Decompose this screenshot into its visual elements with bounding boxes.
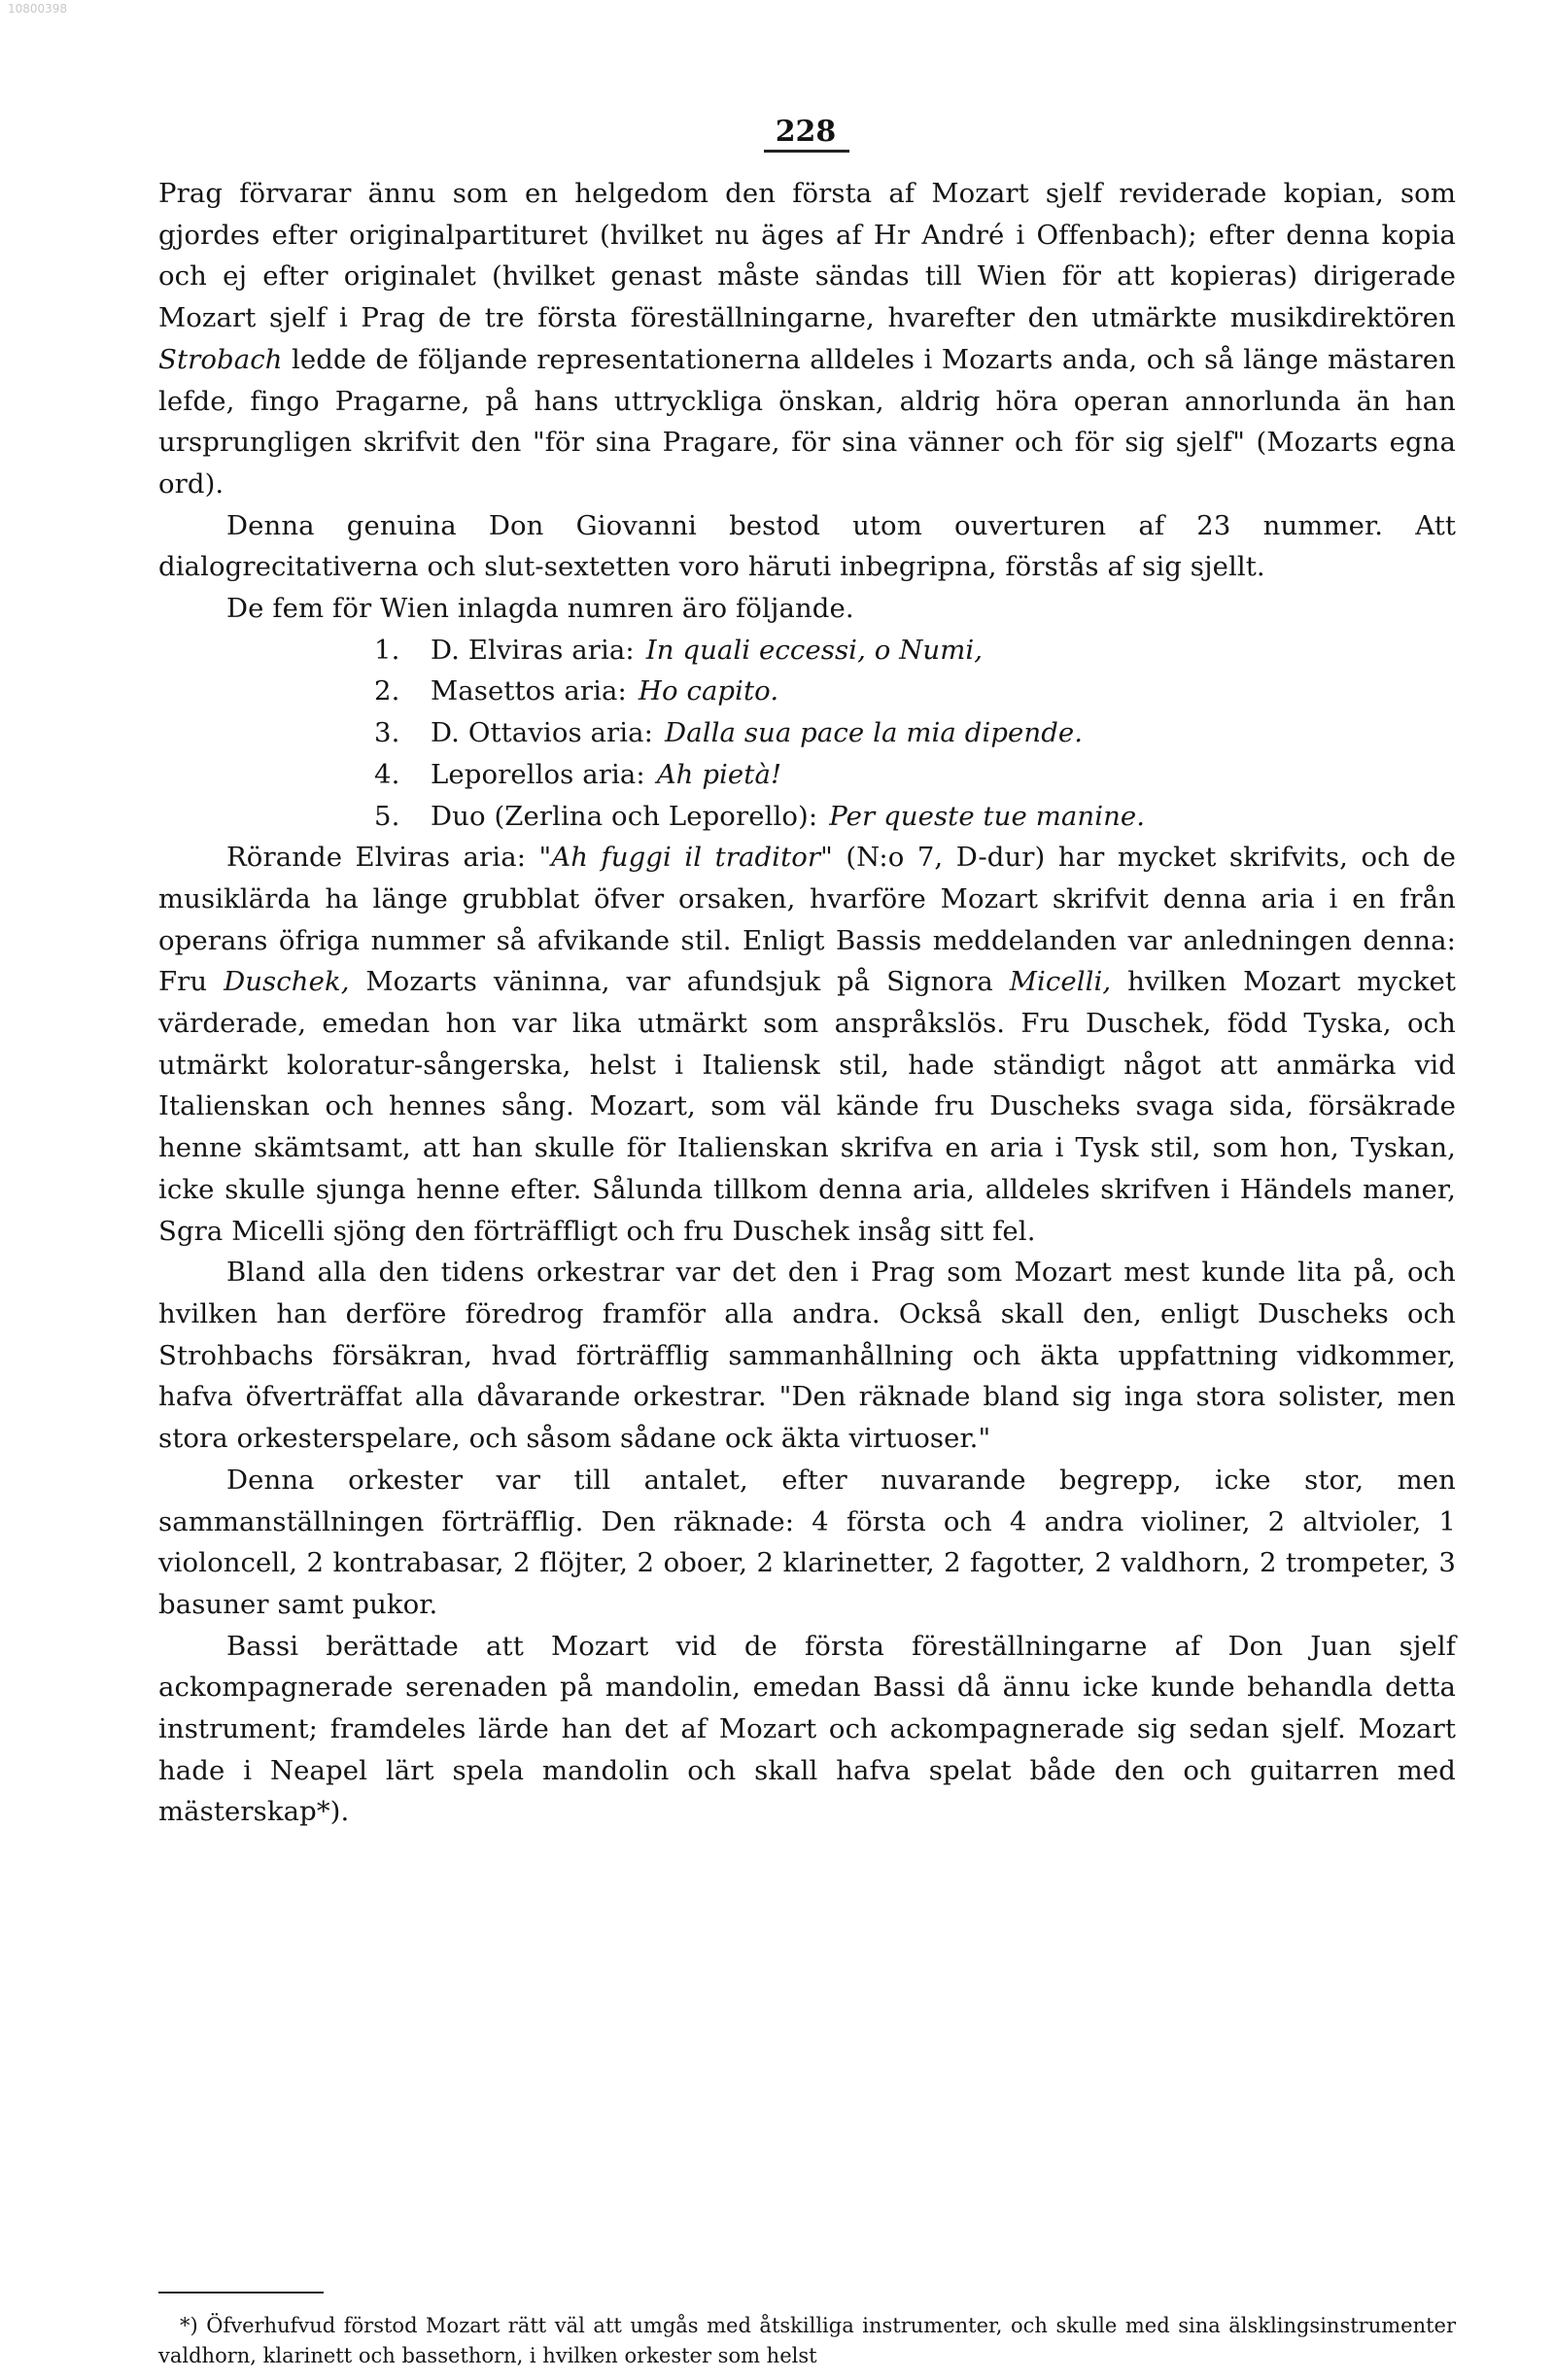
header-rule bbox=[764, 150, 849, 153]
paragraph-mandolin: Bassi berättade att Mozart vid de första föreställningarne af Don Juan sjelf ackompagnerade serenaden på mandolin, emedan Bassi då ännu icke kunde behandla detta instrument; framdeles lärde han det af Mozart och ackompagnerade sig sedan sjelf. Mozart hade i Neapel lärt spela mandolin och skall hafva spelat både den och guitarren med mästerskap*). bbox=[158, 1630, 1456, 1828]
aria-title: Ah pietà! bbox=[656, 758, 782, 790]
aria-number: 4. bbox=[374, 758, 400, 790]
aria-label: Duo (Zerlina och Leporello): bbox=[431, 800, 818, 832]
aria-number: 5. bbox=[374, 800, 400, 832]
aria-item bbox=[158, 796, 1456, 838]
aria-number: 1. bbox=[374, 634, 400, 666]
footnote bbox=[158, 2311, 1456, 2371]
aria-title: In quali eccessi, o Numi, bbox=[645, 634, 984, 666]
aria-title: Ho capito. bbox=[638, 675, 779, 707]
paragraph-vienna-numbers: De fem för Wien inlagda numren äro följande. bbox=[226, 593, 854, 625]
name-strobach: Strobach bbox=[158, 343, 283, 375]
aria-label: Masettos aria: bbox=[431, 675, 627, 707]
aria-label: D. Elviras aria: bbox=[431, 634, 635, 666]
aria-item bbox=[158, 671, 1456, 712]
aria-item bbox=[158, 754, 1456, 796]
aria-item bbox=[158, 630, 1456, 672]
paragraph-prague-orchestra: Bland alla den tidens orkestrar var det den i Prag som Mozart mest kunde lita på, och hvilken han derföre föredrog framför alla andra. Också skall den, enligt Duscheks och Strohbachs försäkran, hvad förträfflig sammanhållning och äkta uppfattning vidkommer, hafva öfverträffat alla dåvarande orkestrar. "Den räknade bland sig inga stora solister, men stora orkesterspelare, och såsom sådane ock äkta virtuoser." bbox=[158, 1257, 1456, 1455]
paragraph-orchestra-size: Denna orkester var till antalet, efter nuvarande begrepp, icke stor, men sammanställningen förträfflig. Den räknade: 4 första och 4 andra violiner, 2 altvioler, 1 violoncell, 2 kontrabasar, 2 flöjter, 2 oboer, 2 klarinetter, 2 fagotter, 2 valdhorn, 2 trompeter, 3 basuner samt pukor. bbox=[158, 1464, 1456, 1620]
paragraph-elvira-aria: Rörande Elviras aria: "Ah fuggi il traditor" (N:o 7, D-dur) har mycket skrifvits, och de musiklärda ha länge grubblat öfver orsaken, hvarföre Mozart skrifvit denna aria i en från operans öfriga nummer så afvikande stil. Enligt Bassis meddelanden var anledningen denna: Fru Duschek, Mozarts väninna, var afundsjuk på Signora Micelli, hvilken Mozart mycket värderade, emedan hon var lika utmärkt som anspråkslös. Fru Duschek, född Tyska, och utmärkt koloratur-sångerska, helst i Italiensk stil, hade ständigt något att anmärka vid Italienskan och hennes sång. Mozart, som väl kände fru Duscheks svaga sida, försäkrade henne skämtsamt, att han skulle för Italienskan skrifva en aria i Tysk stil, som hon, Tyskan, icke skulle sjunga henne efter. Sålunda tillkom denna aria, alldeles skrifven i Händels maner, Sgra Micelli sjöng den förträffligt och fru Duschek insåg sitt fel. bbox=[158, 842, 1456, 1247]
aria-number: 2. bbox=[374, 675, 400, 707]
aria-list bbox=[158, 630, 1456, 838]
paragraph-prague-copy: Prag förvarar ännu som en helgedom den första af Mozart sjelf reviderade kopian, som gjordes efter originalpartituret (hvilket nu äges af Hr André i Offenbach); efter denna kopia och ej efter originalet (hvilket genast måste sändas till Wien för att kopieras) dirigerade Mozart sjelf i Prag de tre första föreställningarne, hvarefter den utmärkte musikdirektören Strobach ledde de följande representationerna alldeles i Mozarts anda, och så länge mästaren lefde, fingo Pragarne, på hans uttryckliga önskan, aldrig höra operan annorlunda än han ursprungligen skrifvit den "för sina Pragare, för sina vänner och för sig sjelf" (Mozarts egna ord). bbox=[158, 178, 1456, 500]
paragraph-don-giovanni-numbers: Denna genuina Don Giovanni bestod utom ouverturen af 23 nummer. Att dialogrecitativerna och slut-sextetten voro häruti inbegripna, förstås af sig sjellt. bbox=[158, 509, 1456, 583]
aria-item bbox=[158, 712, 1456, 754]
aria-label: D. Ottavios aria: bbox=[431, 717, 654, 749]
aria-number: 3. bbox=[374, 717, 400, 749]
footnote-text: *) Öfverhufvud förstod Mozart rätt väl att umgås med åtskilliga instrumenter, och skulle med sina älsklingsinstrumenter valdhorn, klarinett och bassethorn, i hvilken orkester som helst bbox=[158, 2314, 1456, 2367]
aria-title: Dalla sua pace la mia dipende. bbox=[665, 717, 1084, 749]
body-text bbox=[158, 173, 1456, 1833]
page-number: 228 bbox=[775, 115, 837, 149]
footnote-rule bbox=[158, 2292, 324, 2294]
page-id-label: 10800398 bbox=[8, 2, 68, 16]
aria-label: Leporellos aria: bbox=[431, 758, 645, 790]
aria-title: Per queste tue manine. bbox=[829, 800, 1146, 832]
